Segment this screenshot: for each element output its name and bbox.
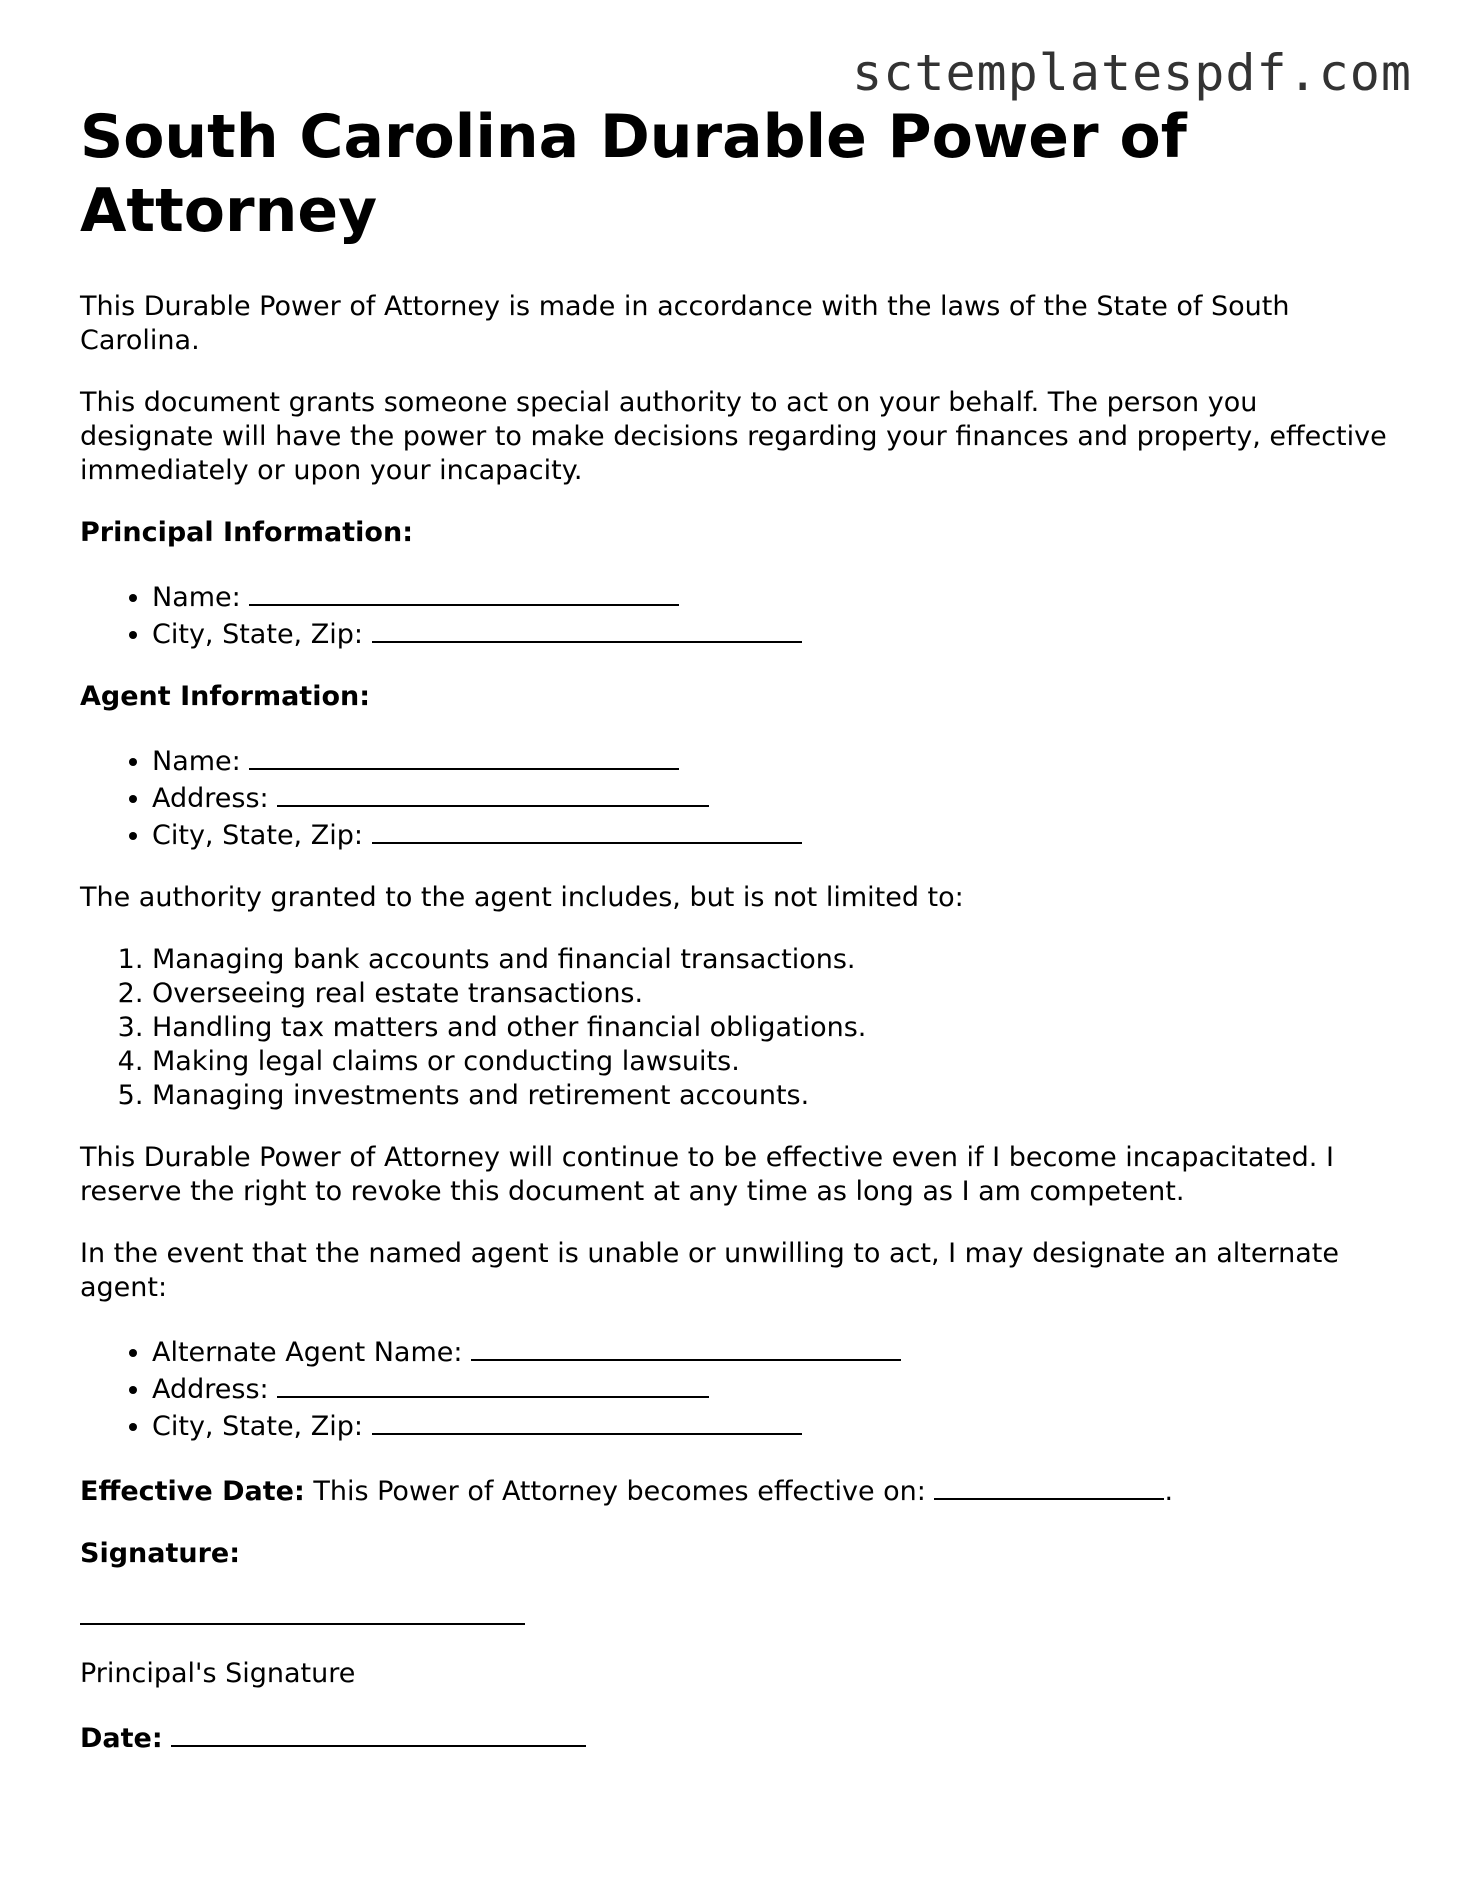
watermark: sctemplatespdf.com <box>852 44 1412 102</box>
agent-address-blank[interactable] <box>277 779 709 807</box>
signature-line[interactable] <box>80 1599 525 1625</box>
field-label: City, State, Zip: <box>152 820 363 851</box>
alternate-fields <box>80 1333 1390 1444</box>
alternate-city-blank[interactable] <box>372 1407 802 1435</box>
agent-fields <box>80 742 1390 853</box>
principal-heading: Principal Information: <box>80 517 414 548</box>
agent-address-field <box>152 779 1390 816</box>
signature-date-label: Date: <box>80 1723 163 1754</box>
alternate-address-blank[interactable] <box>277 1370 709 1398</box>
field-label: Name: <box>152 582 241 613</box>
authority-item: 5. Managing investments and retirement accounts. <box>152 1079 1390 1113</box>
authority-item: 4. Making legal claims or conducting lawsuits. <box>152 1045 1390 1079</box>
document-title: South Carolina Durable Power of Attorney <box>80 102 1187 246</box>
principal-name-field <box>152 578 1390 615</box>
principal-name-blank[interactable] <box>249 578 679 606</box>
authority-item: 3. Handling tax matters and other financial obligations. <box>152 1011 1390 1045</box>
authority-list <box>80 943 1390 1113</box>
field-label: City, State, Zip: <box>152 1411 363 1442</box>
field-label: Name: <box>152 746 241 777</box>
effective-date-period: . <box>1164 1476 1174 1507</box>
effective-date-line <box>80 1472 1390 1509</box>
effective-date-label: Effective Date: <box>80 1476 305 1507</box>
authority-item: 1. Managing bank accounts and financial transactions. <box>152 943 1390 977</box>
agent-name-field <box>152 742 1390 779</box>
durability-paragraph: This Durable Power of Attorney will continue to be effective even if I become incapacitated. I reserve the right to revoke this document at any time as long as I am competent. <box>80 1142 1334 1207</box>
principal-city-blank[interactable] <box>372 615 802 643</box>
agent-heading: Agent Information: <box>80 681 371 712</box>
document-page <box>80 96 1390 1784</box>
intro-paragraph: This Durable Power of Attorney is made in accordance with the laws of the State of South Carolina. <box>80 291 1290 356</box>
principal-fields <box>80 578 1390 652</box>
field-label: Address: <box>152 783 269 814</box>
grant-paragraph: This document grants someone special authority to act on your behalf. The person you designate will have the power to make decisions regarding your finances and property, effective immediately or upon your incapacity. <box>80 387 1387 486</box>
alternate-intro: In the event that the named agent is unable or unwilling to act, I may designate an alternate agent: <box>80 1238 1339 1303</box>
signature-heading: Signature: <box>80 1538 241 1569</box>
principal-city-field <box>152 615 1390 652</box>
alternate-name-field <box>152 1333 1390 1370</box>
alternate-name-blank[interactable] <box>471 1333 901 1361</box>
agent-city-blank[interactable] <box>372 816 802 844</box>
authority-intro: The authority granted to the agent includes, but is not limited to: <box>80 882 964 913</box>
field-label: Address: <box>152 1374 269 1405</box>
field-label: Alternate Agent Name: <box>152 1337 463 1368</box>
agent-city-field <box>152 816 1390 853</box>
signature-caption: Principal's Signature <box>80 1658 356 1689</box>
effective-date-blank[interactable] <box>934 1472 1164 1500</box>
alternate-city-field <box>152 1407 1390 1444</box>
alternate-address-field <box>152 1370 1390 1407</box>
agent-name-blank[interactable] <box>249 742 679 770</box>
effective-date-text: This Power of Attorney becomes effective on: <box>313 1476 926 1507</box>
signature-date-line <box>80 1719 1390 1756</box>
authority-item: 2. Overseeing real estate transactions. <box>152 977 1390 1011</box>
signature-date-blank[interactable] <box>171 1719 586 1747</box>
field-label: City, State, Zip: <box>152 619 363 650</box>
